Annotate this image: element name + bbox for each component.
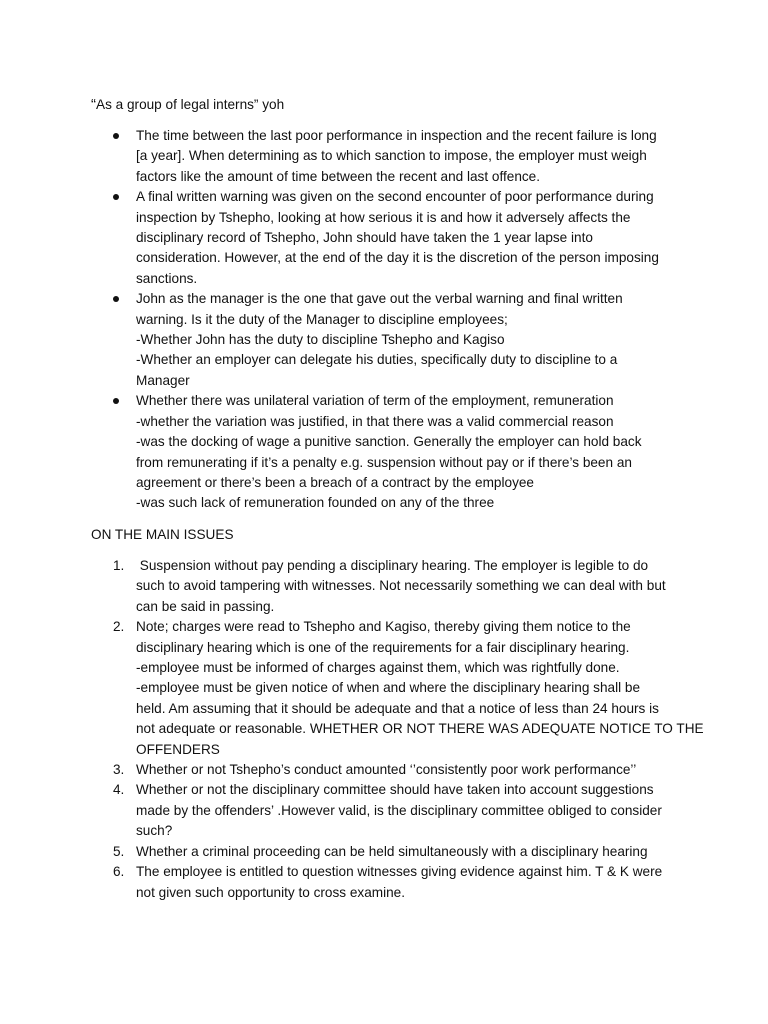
text-line: consideration. However, at the end of the day it is the discretion of the person imposing [136, 250, 659, 266]
bullet-item [0, 289, 676, 391]
text-line: held. Am assuming that it should be adequate and that a notice of less than 24 hours is [136, 700, 659, 716]
text-line: disciplinary record of Tshepho, John should have taken the 1 year lapse into [136, 230, 593, 246]
text-line: -Whether John has the duty to discipline Tshepho and Kagiso [136, 332, 505, 348]
text-line: -was the docking of wage a punitive sanction. Generally the employer can hold back [136, 434, 642, 450]
text-line: not adequate or reasonable. WHETHER OR NOT THERE WAS ADEQUATE NOTICE TO THE [136, 721, 704, 737]
bullet-item [0, 391, 676, 513]
numbered-item [0, 760, 676, 780]
text-line: A final written warning was given on the second encounter of poor performance during [136, 189, 654, 205]
heading-open-quote: “ [91, 96, 96, 113]
text-line: -employee must be given notice of when and where the disciplinary hearing shall be [136, 680, 641, 696]
text-line: Whether or not the disciplinary committee should have taken into account suggestions [136, 782, 654, 798]
text-line: can be said in passing. [136, 598, 275, 614]
text-line: John as the manager is the one that gave out the verbal warning and final written [136, 291, 623, 307]
text-line: [a year]. When determining as to which sanction to impose, the employer must weigh [136, 148, 647, 164]
numbered-item [0, 862, 676, 903]
text-line: warning. Is it the duty of the Manager to discipline employees; [136, 311, 508, 327]
bullet-dot-icon [113, 133, 119, 139]
text-line: Suspension without pay pending a disciplinary hearing. The employer is legible to do [136, 558, 649, 573]
text-line: sanctions. [136, 270, 198, 286]
document-heading [91, 95, 284, 115]
bullet-item [0, 187, 676, 289]
numbered-list [0, 556, 768, 903]
text-line: Note; charges were read to Tshepho and Kagiso, thereby giving them notice to the [136, 619, 631, 635]
text-line: from remunerating if it’s a penalty e.g. suspension without pay or if there’s been an [136, 454, 632, 470]
numbered-item [0, 780, 676, 841]
text-line: Whether there was unilateral variation of term of the employment, remuneration [136, 393, 614, 409]
item-number: 1. [113, 558, 125, 573]
text-line: not given such opportunity to cross examine. [136, 884, 406, 900]
text-line: agreement or there’s been a breach of a contract by the employee [136, 474, 534, 490]
bullet-dot-icon [113, 398, 119, 404]
text-line: The time between the last poor performance in inspection and the recent failure is long [136, 128, 657, 143]
heading-text: As a group of legal interns” yoh [96, 97, 285, 112]
bullet-dot-icon [113, 194, 119, 200]
text-line: Whether a criminal proceeding can be held simultaneously with a disciplinary hearing [136, 843, 648, 859]
text-line: Manager [136, 372, 190, 388]
bullet-item [0, 126, 676, 187]
numbered-item [0, 842, 676, 862]
text-line: such? [136, 823, 173, 839]
text-line: disciplinary hearing which is one of the requirements for a fair disciplinary hearing. [136, 639, 630, 655]
numbered-item [0, 556, 676, 617]
section-title: ON THE MAIN ISSUES [91, 527, 234, 542]
text-line: -was such lack of remuneration founded on any of the three [136, 495, 495, 511]
text-line: Whether or not Tshepho’s conduct amounted ‘’consistently poor work performance’’ [136, 762, 637, 778]
text-line: -whether the variation was justified, in that there was a valid commercial reason [136, 413, 614, 429]
text-line: The employee is entitled to question witnesses giving evidence against him. T & K were [136, 864, 663, 880]
text-line: -employee must be informed of charges against them, which was rightfully done. [136, 660, 620, 676]
numbered-item [0, 617, 704, 760]
item-number: 6. [113, 864, 125, 880]
item-number: 4. [113, 782, 125, 798]
item-number: 3. [113, 762, 125, 778]
text-line: -Whether an employer can delegate his duties, specifically duty to discipline to a [136, 352, 618, 368]
text-line: such to avoid tampering with witnesses. Not necessarily something we can deal with but [136, 578, 666, 594]
text-line: OFFENDERS [136, 741, 220, 757]
item-number: 2. [113, 619, 125, 635]
bullet-list [0, 126, 768, 514]
text-line: factors like the amount of time between the recent and last offence. [136, 168, 541, 184]
item-number: 5. [113, 843, 125, 859]
bullet-dot-icon [113, 296, 119, 302]
text-line: made by the offenders’ .However valid, is the disciplinary committee obliged to consider [136, 802, 662, 818]
text-line: inspection by Tshepho, looking at how serious it is and how it adversely affects the [136, 209, 631, 225]
